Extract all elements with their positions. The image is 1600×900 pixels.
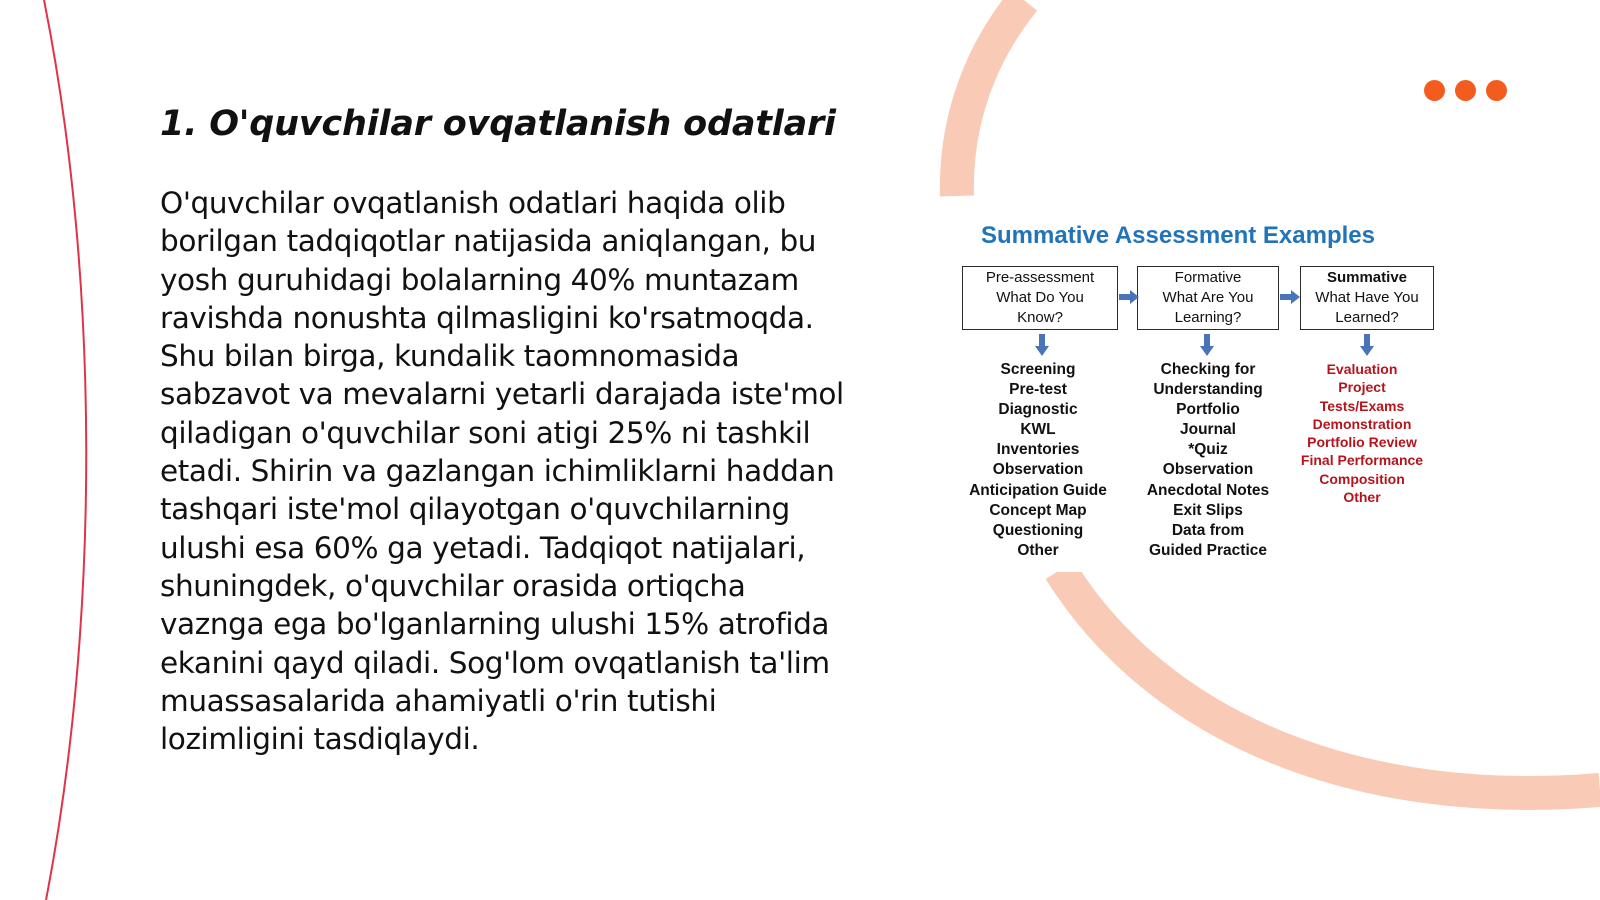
list-item: Anticipation Guide: [969, 481, 1107, 499]
box-label: Summative: [1326, 269, 1408, 286]
more-dots-icon: [1424, 80, 1507, 101]
list-item: Tests/Exams: [1319, 397, 1405, 414]
right-arrow-icon: [1280, 290, 1300, 304]
box-label: Know?: [1017, 309, 1063, 326]
pre-assessment-list: [950, 360, 1126, 561]
list-item: Diagnostic: [998, 401, 1078, 419]
list-item: Portfolio: [1176, 401, 1240, 419]
list-item: Evaluation: [1326, 361, 1398, 377]
diagram-title: Summative Assessment Examples: [981, 222, 1375, 249]
pre-assessment-box: [962, 266, 1118, 330]
dot: [1424, 80, 1445, 101]
box-label: What Are You: [1162, 289, 1254, 306]
list-item: Data from: [1171, 521, 1245, 539]
list-item: Pre-test: [1009, 381, 1067, 399]
down-arrow-icon: [1200, 334, 1214, 356]
formative-list: [1120, 360, 1296, 561]
down-arrow-icon: [1360, 334, 1374, 356]
box-label: What Do You: [996, 289, 1084, 306]
list-item: Exit Slips: [1173, 501, 1243, 519]
list-item: Observation: [992, 461, 1084, 479]
list-item: Composition: [1319, 470, 1405, 487]
list-item: Inventories: [996, 441, 1080, 459]
slide-paragraph: O'quvchilar ovqatlanish odatlari haqida olib borilgan tadqiqotlar natijasida aniqlangan, bu yosh guruhidagi bolalarning 40% muntazam ravishda nonushta qilmasligini ko'rsatmoqda. Shu bilan birga, kundalik taomnomasida sabzavot va mevalarni yetarli darajada iste'mol qiladigan o'quvchilar soni atigi 25% ni tashkil etadi. Shirin va gazlangan ichimliklarni haddan tashqari iste'mol qilayotgan o'quvchilarning ulushi esa 60% ga yetadi. Tadqiqot natijalari, shuningdek, o'quvchilar orasida ortiqcha vaznga ega bo'lganlarning ulushi 15% atrofida ekanini qayd qiladi. Sog'lom ovqatlanish ta'lim muassasalarida ahamiyatli o'rin tutishi lozimligini tasdiqlaydi.: [160, 186, 844, 757]
list-item: Demonstration: [1312, 415, 1412, 432]
slide-title: 1. O'quvchilar ovqatlanish odatlari: [160, 104, 836, 144]
list-item: Anecdotal Notes: [1146, 481, 1270, 499]
box-label: Learning?: [1174, 309, 1242, 326]
down-arrow-icon: [1035, 334, 1049, 356]
list-item: Concept Map: [989, 501, 1087, 519]
box-label: Learned?: [1335, 309, 1399, 326]
list-item: *Quiz: [1188, 441, 1228, 459]
list-item: Journal: [1180, 421, 1236, 439]
list-item: Questioning: [992, 521, 1084, 539]
left-red-curve: [44, 0, 86, 900]
summative-box: [1300, 266, 1434, 330]
assessment-diagram: [950, 212, 1450, 572]
peach-arc-bottom: [1060, 570, 1600, 793]
peach-arc-top: [957, 0, 1024, 196]
box-label: What Have You: [1315, 289, 1419, 306]
list-item: Guided Practice: [1148, 541, 1267, 559]
list-item: Project: [1338, 379, 1386, 396]
list-item: Final Performance: [1300, 452, 1424, 469]
dot: [1486, 80, 1507, 101]
right-arrow-icon: [1119, 290, 1139, 304]
dot: [1455, 80, 1476, 101]
list-item: Understanding: [1153, 381, 1263, 399]
formative-box: [1137, 266, 1279, 330]
list-item: Portfolio Review: [1307, 434, 1417, 451]
list-item: Observation: [1162, 461, 1254, 479]
list-item: Screening: [1000, 361, 1076, 378]
box-label: Formative: [1174, 269, 1242, 286]
list-item: Other: [1343, 489, 1381, 506]
list-item: Other: [1017, 541, 1059, 559]
box-label: Pre-assessment: [985, 269, 1095, 286]
list-item: KWL: [1020, 421, 1056, 439]
summative-list: [1272, 360, 1452, 506]
list-item: Checking for: [1160, 361, 1256, 378]
